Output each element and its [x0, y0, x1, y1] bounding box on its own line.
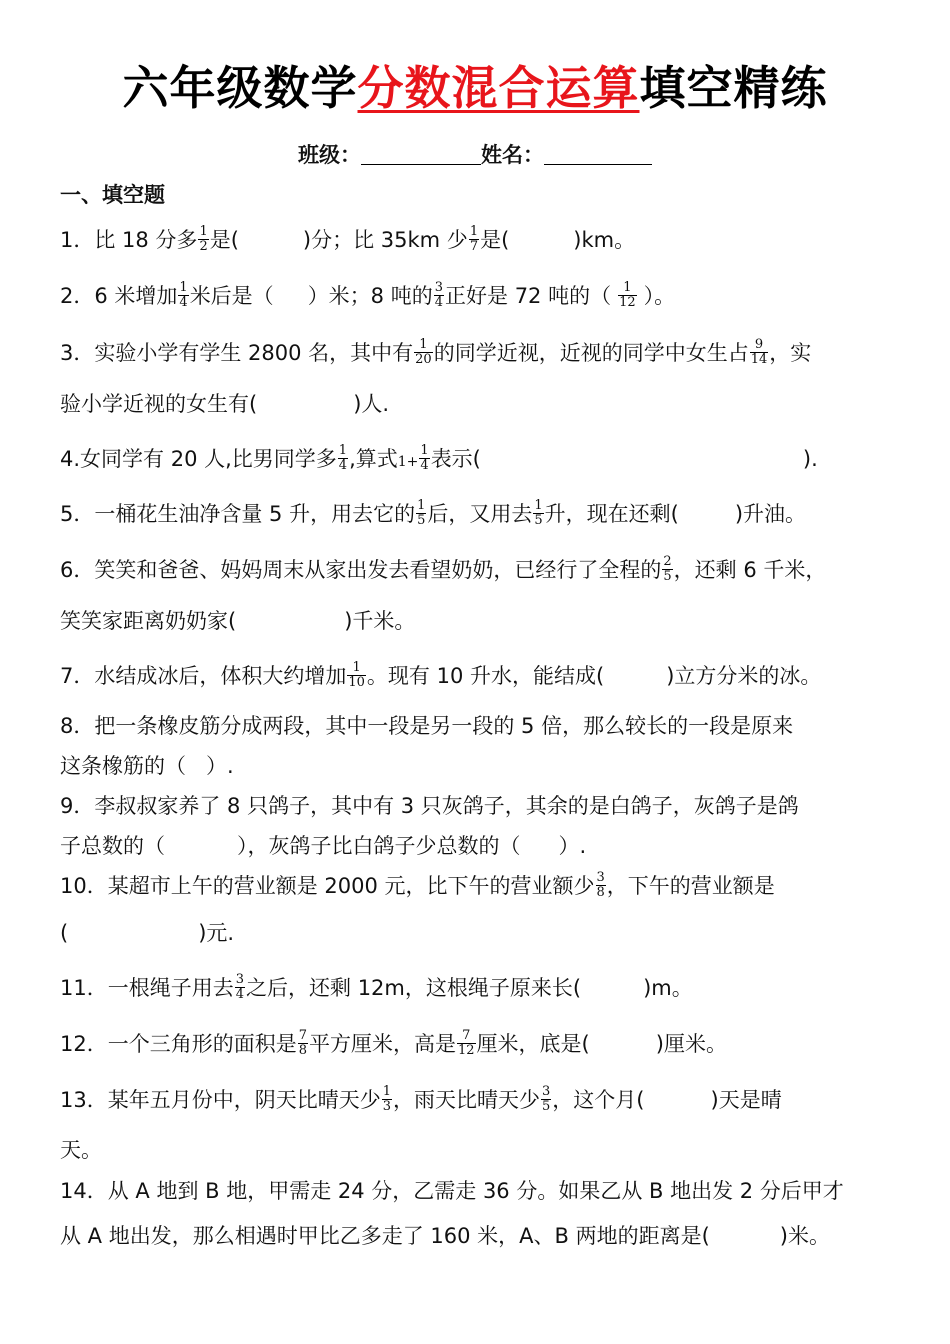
question-12: 12．一个三角形的面积是 $\frac{7}{8}$ 平方厘米，高是 $\frac{7}{12}$ 厘米，底是( )厘米。 [60, 1027, 727, 1058]
fraction-answer[interactable]: $\frac{1}{12}$ [619, 279, 636, 310]
fraction: $\frac{1}{3}$ [382, 1083, 392, 1114]
title-highlight: 分数混合运算 [357, 61, 640, 115]
question-9: 9．李叔叔家养了 8 只鸽子，其中有 3 只灰鸽子，其余的是白鸽子，灰鸽子是鸽 [60, 794, 799, 818]
fraction: $\frac{1}{4}$ [179, 279, 188, 310]
fraction: $\frac{3}{4}$ [235, 971, 245, 1002]
question-6-line-2: 笑笑家距离奶奶家( )千米。 [60, 609, 416, 633]
question-8-line-2: 这条橡筋的（ ）. [60, 754, 234, 778]
question-3: 3．实验小学有学生 2800 名，其中有 $\frac{1}{20}$ 的同学近视，近视的同学中女生占 $\frac{9}{14}$ ，实 [60, 336, 812, 367]
fraction: $\frac{1}{7}$ [469, 223, 479, 254]
question-14-line-2: 从 A 地出发，那么相遇时甲比乙多走了 160 米，A、B 两地的距离是( )米。 [60, 1224, 830, 1248]
question-11: 11．一根绳子用去 $\frac{3}{4}$ 之后，还剩 12m，这根绳子原来长( )m。 [60, 971, 693, 1002]
question-10: 10．某超市上午的营业额是 2000 元，比下午的营业额少 $\frac{3}{8}$ ，下午的营业额是 [60, 869, 775, 900]
class-name-line [0, 140, 950, 170]
q1-text: 1．比 18 分多 [60, 228, 198, 252]
question-5: 5．一桶花生油净含量 5 升，用去它的 $\frac{1}{5}$ 后，又用去 $\frac{1}{5}$ 升，现在还剩( )升油。 [60, 497, 807, 528]
fraction: $\frac{1}{10}$ [348, 659, 365, 690]
title-part-1: 六年级数学 [122, 61, 358, 115]
question-6: 6．笑笑和爸爸、妈妈周末从家出发去看望奶奶，已经行了全程的 $\frac{2}{5}$ ，还剩 6 千米， [60, 553, 827, 584]
name-label: 姓名： [481, 143, 544, 167]
fraction: $\frac{3}{4}$ [434, 279, 444, 310]
class-label: 班级： [298, 143, 361, 167]
name-blank[interactable] [544, 144, 652, 165]
fraction: $\frac{1}{4}$ [338, 442, 348, 473]
fraction: $\frac{3}{8}$ [596, 869, 605, 900]
question-2: 2．6 米增加 $\frac{1}{4}$ 米后是（ ）米；8 吨的 $\frac{3}{4}$ 正好是 72 吨的（ $\frac{1}{12}$ ）。 [60, 279, 676, 310]
question-9-line-2: 子总数的（ ），灰鸽子比白鸽子少总数的（ ）. [60, 834, 587, 858]
fraction: $\frac{2}{5}$ [663, 553, 672, 584]
fraction: $\frac{1}{5}$ [534, 497, 543, 528]
section-heading: 一、填空题 [60, 183, 165, 207]
fraction: $\frac{3}{5}$ [542, 1083, 551, 1114]
question-4: 4.女同学有 20 人,比男同学多 $\frac{1}{4}$ ,算式1+ $\frac{1}{4}$ 表示( ). [60, 442, 818, 473]
title-part-2: 填空精练 [639, 61, 828, 115]
fraction: $\frac{1}{20}$ [415, 336, 432, 367]
question-3-line-2: 验小学近视的女生有( )人. [60, 392, 390, 416]
fraction: $\frac{7}{12}$ [458, 1027, 475, 1058]
question-8: 8．把一条橡皮筋分成两段，其中一段是另一段的 5 倍，那么较长的一段是原来 [60, 714, 794, 738]
fraction: $\frac{9}{14}$ [750, 336, 768, 367]
class-blank[interactable] [361, 144, 481, 165]
question-1: 1．比 18 分多 $\frac{1}{2}$ 是( )分；比 35km 少 $\frac{1}{7}$ 是( )km。 [60, 223, 636, 254]
question-13: 13．某年五月份中，阴天比晴天少 $\frac{1}{3}$ ，雨天比晴天少 $\frac{3}{5}$ ，这个月( )天是晴 [60, 1083, 782, 1114]
fraction: $\frac{1}{2}$ [199, 223, 208, 254]
question-10-line-2: ( )元. [60, 921, 235, 945]
fraction: $\frac{1}{5}$ [417, 497, 426, 528]
fraction: $\frac{7}{8}$ [298, 1027, 308, 1058]
question-13-line-2: 天。 [60, 1138, 102, 1162]
question-7: 7．水结成冰后，体积大约增加 $\frac{1}{10}$ 。现有 10 升水，能结成( )立方分米的冰。 [60, 659, 822, 690]
page-title [0, 58, 950, 118]
fraction: $\frac{1}{4}$ [420, 442, 429, 473]
question-14: 14．从 A 地到 B 地，甲需走 24 分，乙需走 36 分。如果乙从 B 地出发 2 分后甲才 [60, 1179, 844, 1203]
